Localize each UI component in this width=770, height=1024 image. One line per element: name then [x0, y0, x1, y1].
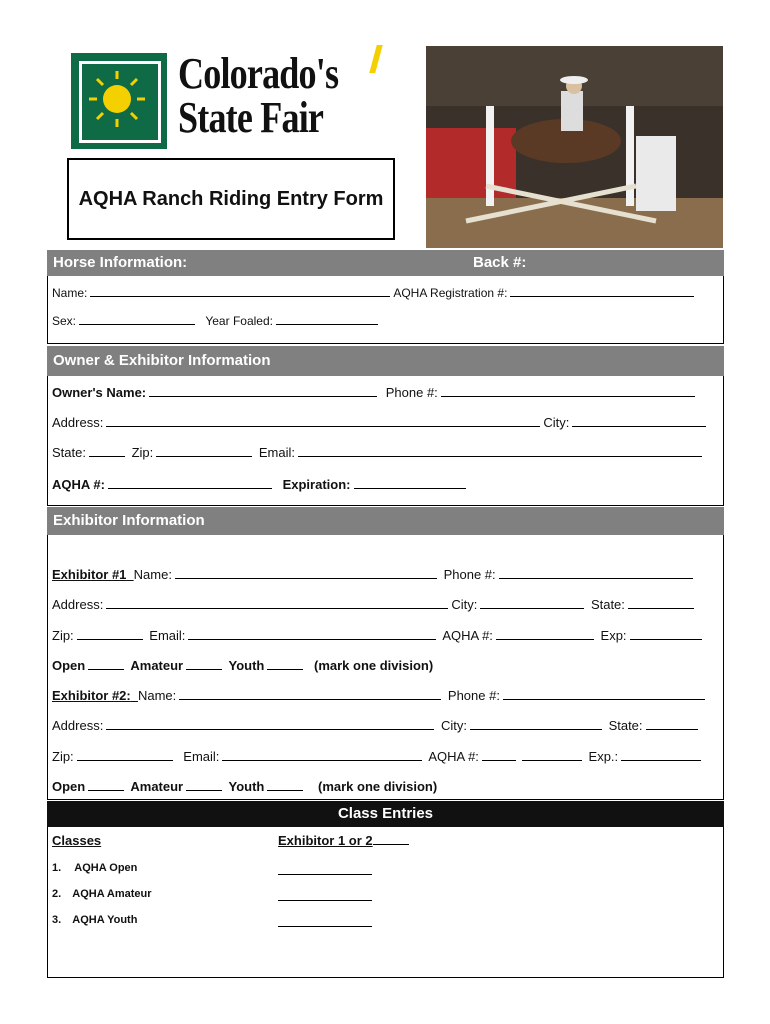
exhibitor1-exp-label: Exp: — [600, 628, 627, 643]
horse-info-header — [47, 250, 724, 276]
class-entries-heading: Class Entries — [337, 805, 434, 822]
exhibitor1-exp-field[interactable] — [630, 627, 702, 640]
exhibitor-column-label: Exhibitor 1 or 2 — [278, 833, 373, 848]
owners-name-label: Owner's Name: — [52, 385, 147, 400]
owner-aqha-label: AQHA #: — [52, 477, 105, 492]
exhibitor2-aqha-field-2[interactable] — [522, 748, 582, 761]
exhibitor1-phone-label: Phone #: — [443, 567, 496, 582]
exhibitor2-zip-field[interactable] — [77, 748, 173, 761]
exhibitor1-zip-label: Zip: — [52, 628, 74, 643]
exhibitor2-state-field[interactable] — [646, 717, 698, 730]
owner-zip-field[interactable] — [156, 444, 252, 457]
class-number: 1. — [52, 862, 62, 874]
division-open-label: Open — [52, 658, 86, 673]
logo-line-1: Colorado's — [178, 49, 339, 98]
exhibitor2-address-field[interactable] — [106, 717, 434, 730]
owner-email-label: Email: — [258, 445, 296, 460]
exhibitor2-exp-field[interactable] — [621, 748, 701, 761]
exhibitor1-state-label: State: — [590, 597, 625, 612]
owner-info-header — [47, 346, 724, 376]
fair-logo-emblem — [71, 53, 167, 149]
class-open-exhibitor-field[interactable] — [278, 862, 372, 875]
logo-accent — [369, 45, 383, 73]
horse-jump-photo — [426, 46, 723, 248]
horse-name-row — [52, 284, 697, 300]
exhibitor2-email-label: Email: — [183, 749, 220, 764]
classes-column-label: Classes — [52, 833, 102, 848]
form-title: AQHA Ranch Riding Entry Form — [67, 158, 395, 240]
exhibitor1-youth-field[interactable] — [267, 657, 303, 670]
exhibitor1-email-field[interactable] — [188, 627, 436, 640]
exhibitor1-amateur-field[interactable] — [186, 657, 222, 670]
owner-expiration-label: Expiration: — [282, 477, 351, 492]
division-youth-label: Youth — [228, 658, 265, 673]
sun-icon — [79, 61, 155, 137]
owner-email-field[interactable] — [298, 444, 702, 457]
owner-phone-field[interactable] — [441, 384, 695, 397]
class-entries-header — [47, 801, 724, 827]
owner-state-field[interactable] — [89, 444, 125, 457]
exhibitor1-city-field[interactable] — [480, 596, 584, 609]
horse-name-field[interactable] — [90, 284, 390, 297]
division-amateur-label-2: Amateur — [130, 779, 184, 794]
horse-sex-row — [52, 312, 381, 328]
owner-phone-label: Phone #: — [385, 385, 438, 400]
division-note-2: (mark one division) — [318, 779, 438, 794]
class-name: AQHA Open — [74, 862, 138, 874]
exhibitor2-name-row — [52, 687, 708, 703]
exhibitor2-name-label: Name: — [137, 688, 177, 703]
exhibitor-info-header — [47, 507, 724, 535]
owner-address-label: Address: — [52, 415, 104, 430]
exhibitor1-zip-row — [52, 627, 705, 643]
exhibitor1-email-label: Email: — [149, 628, 186, 643]
exhibitor2-name-field[interactable] — [179, 687, 441, 700]
exhibitor1-city-label: City: — [451, 597, 478, 612]
exhibitor1-label: Exhibitor #1 — [52, 567, 127, 582]
owner-aqha-field[interactable] — [108, 476, 272, 489]
class-amateur-exhibitor-field[interactable] — [278, 888, 372, 901]
exhibitor2-phone-field[interactable] — [503, 687, 705, 700]
class-row — [52, 888, 152, 900]
owner-info-heading: Owner & Exhibitor Information — [53, 352, 271, 369]
owner-state-row — [52, 444, 705, 460]
exhibitor1-address-label: Address: — [52, 597, 104, 612]
back-number-label: Back #: — [473, 254, 527, 271]
exhibitor2-zip-row — [52, 748, 704, 764]
year-foaled-field[interactable] — [276, 312, 378, 325]
division-amateur-label: Amateur — [130, 658, 184, 673]
class-number: 3. — [52, 914, 62, 926]
exhibitor1-address-field[interactable] — [106, 596, 448, 609]
class-row — [52, 862, 137, 874]
horse-info-heading: Horse Information: — [53, 254, 188, 271]
division-youth-label-2: Youth — [228, 779, 265, 794]
owner-city-field[interactable] — [572, 414, 706, 427]
sex-field[interactable] — [79, 312, 195, 325]
owner-city-label: City: — [543, 415, 570, 430]
exhibitor2-address-row — [52, 717, 701, 733]
owner-state-label: State: — [52, 445, 86, 460]
fair-logo-wordmark — [178, 49, 339, 142]
exhibitor2-email-field[interactable] — [222, 748, 422, 761]
exhibitor2-exp-label: Exp.: — [588, 749, 619, 764]
sex-label: Sex: — [52, 314, 77, 328]
exhibitor2-open-field[interactable] — [88, 778, 124, 791]
exhibitor1-zip-field[interactable] — [77, 627, 143, 640]
owner-name-row — [52, 384, 698, 400]
exhibitor2-address-label: Address: — [52, 718, 104, 733]
horse-name-label: Name: — [52, 286, 88, 300]
aqha-registration-field[interactable] — [510, 284, 694, 297]
exhibitor2-aqha-label: AQHA #: — [428, 749, 479, 764]
exhibitor2-label: Exhibitor #2: — [52, 688, 131, 703]
classes-col-header — [52, 832, 412, 848]
logo-line-2: State Fair — [178, 93, 324, 142]
owner-address-row — [52, 414, 709, 430]
exhibitor2-phone-label: Phone #: — [447, 688, 500, 703]
exhibitor2-state-label: State: — [608, 718, 643, 733]
exhibitor2-zip-label: Zip: — [52, 749, 74, 764]
exhibitor2-aqha-field[interactable] — [482, 748, 516, 761]
class-name: AQHA Youth — [72, 914, 138, 926]
exhibitor2-city-field[interactable] — [470, 717, 602, 730]
exhibitor2-division-row — [52, 778, 437, 794]
aqha-registration-label: AQHA Registration #: — [393, 286, 508, 300]
owners-name-field[interactable] — [149, 384, 377, 397]
class-youth-exhibitor-field[interactable] — [278, 914, 372, 927]
class-entries-frame — [47, 827, 724, 978]
exhibitor2-youth-field[interactable] — [267, 778, 303, 791]
exhibitor1-address-row — [52, 596, 697, 612]
class-row — [52, 914, 137, 926]
class-name: AQHA Amateur — [72, 888, 152, 900]
exhibitor2-amateur-field[interactable] — [186, 778, 222, 791]
exhibitor-info-heading: Exhibitor Information — [53, 512, 205, 529]
division-open-label-2: Open — [52, 779, 86, 794]
year-foaled-label: Year Foaled: — [205, 314, 273, 328]
owner-zip-label: Zip: — [131, 445, 154, 460]
exhibitor1-aqha-field[interactable] — [496, 627, 594, 640]
exhibitor1-aqha-label: AQHA #: — [442, 628, 493, 643]
division-note: (mark one division) — [314, 658, 434, 673]
exhibitor1-name-field[interactable] — [175, 566, 437, 579]
exhibitor1-name-label: Name: — [133, 567, 172, 582]
exhibitor2-city-label: City: — [440, 718, 467, 733]
exhibitor1-open-field[interactable] — [88, 657, 124, 670]
exhibitor1-name-row — [52, 566, 696, 582]
owner-address-field[interactable] — [106, 414, 540, 427]
owner-expiration-field[interactable] — [354, 476, 466, 489]
exhibitor1-phone-field[interactable] — [499, 566, 693, 579]
class-number: 2. — [52, 888, 62, 900]
exhibitor1-division-row — [52, 657, 433, 673]
exhibitor1-state-field[interactable] — [628, 596, 694, 609]
owner-aqha-row — [52, 476, 469, 492]
